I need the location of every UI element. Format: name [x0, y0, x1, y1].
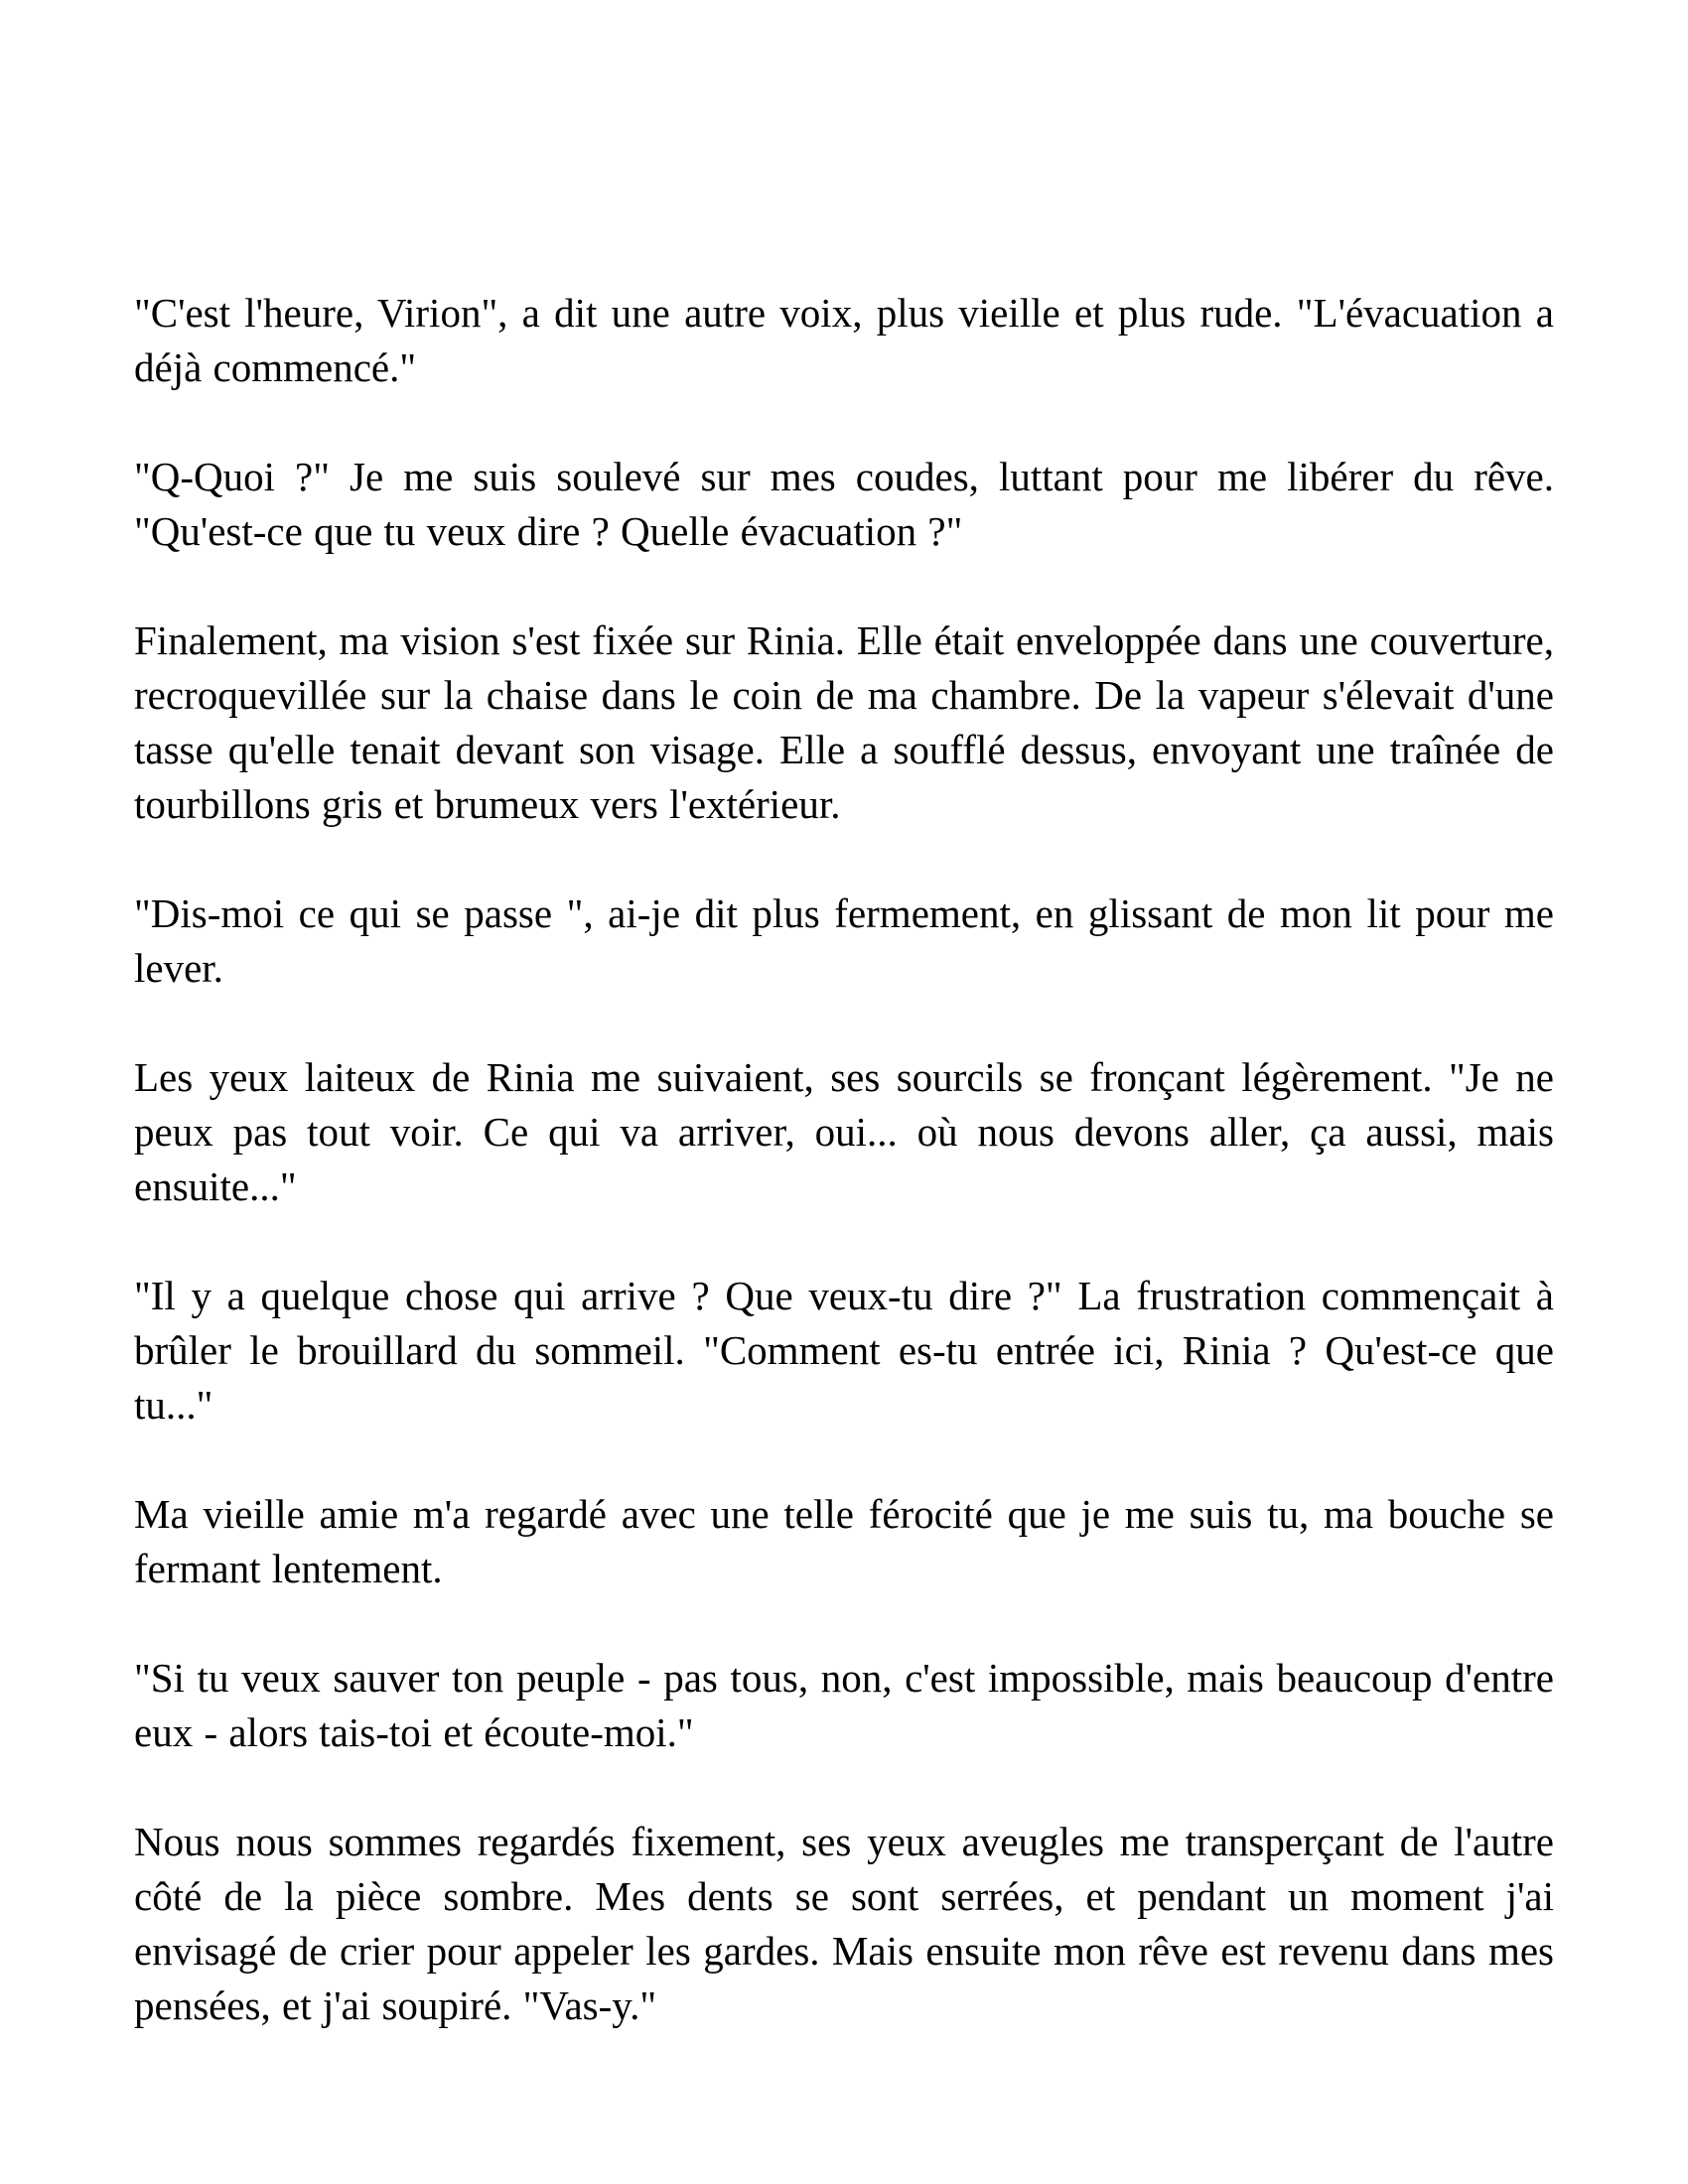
paragraph: "Q-Quoi ?" Je me suis soulevé sur mes coudes, luttant pour me libérer du rêve. "Qu'est-ce que tu veux dire ? Quelle évacuation ?": [134, 454, 1554, 554]
paragraph: "Si tu veux sauver ton peuple - pas tous, non, c'est impossible, mais beaucoup d'entre eux - alors tais-toi et écoute-moi.": [134, 1655, 1554, 1755]
paragraph: "Il y a quelque chose qui arrive ? Que veux-tu dire ?" La frustration commençait à brûler le brouillard du sommeil. "Comment es-tu entrée ici, Rinia ? Qu'est-ce que tu...": [134, 1273, 1554, 1428]
paragraph: "C'est l'heure, Virion", a dit une autre voix, plus vieille et plus rude. "L'évacuation a déjà commencé.": [134, 290, 1554, 390]
paragraph: Ma vieille amie m'a regardé avec une telle férocité que je me suis tu, ma bouche se fermant lentement.: [134, 1491, 1554, 1591]
paragraph: "Dis-moi ce qui se passe ", ai-je dit plus fermement, en glissant de mon lit pour me lever.: [134, 890, 1554, 991]
paragraph: Finalement, ma vision s'est fixée sur Rinia. Elle était enveloppée dans une couverture, recroquevillée sur la chaise dans le coin de ma chambre. De la vapeur s'élevait d'une tasse qu'elle tenait devant son visage. Elle a soufflé dessus, envoyant une traînée de tourbillons gris et brumeux vers l'extérieur.: [134, 617, 1554, 827]
paragraph: Les yeux laiteux de Rinia me suivaient, ses sourcils se fronçant légèrement. "Je ne peux pas tout voir. Ce qui va arriver, oui... où nous devons aller, ça aussi, mais ensuite...": [134, 1054, 1554, 1209]
paragraph: Nous nous sommes regardés fixement, ses yeux aveugles me transperçant de l'autre côté de la pièce sombre. Mes dents se sont serrées, et pendant un moment j'ai envisagé de crier pour appeler les gardes. Mais ensuite mon rêve est revenu dans mes pensées, et j'ai soupiré. "Vas-y.": [134, 1819, 1554, 2028]
